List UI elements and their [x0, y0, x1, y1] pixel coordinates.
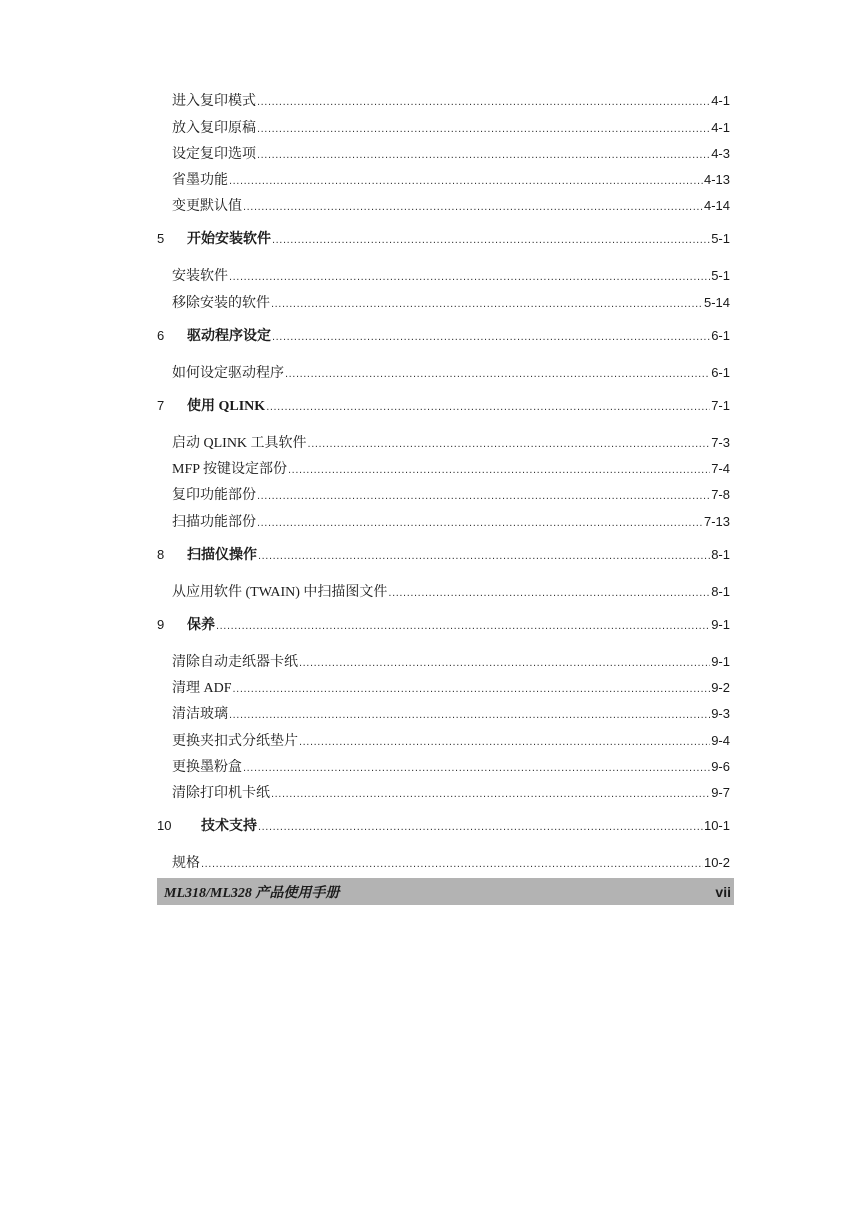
toc-entry-title: 开始安装软件	[187, 232, 271, 248]
table-of-contents	[157, 88, 734, 876]
toc-page-number: 7-8	[711, 487, 730, 503]
toc-page-number: 8-1	[711, 583, 730, 599]
toc-entry-title: 从应用软件 (TWAIN) 中扫描图文件	[172, 584, 388, 600]
toc-dot-leader	[257, 123, 710, 135]
toc-entry-title: 进入复印模式	[172, 94, 256, 110]
toc-chapter-entry[interactable]	[157, 386, 734, 421]
toc-chapter-entry[interactable]	[157, 219, 734, 254]
toc-dot-leader	[258, 550, 710, 562]
toc-entry-title: 更换墨粉盒	[172, 759, 242, 775]
toc-entry-title: 规格	[172, 856, 200, 872]
toc-dot-leader	[257, 96, 710, 108]
toc-entry-title: 安装软件	[172, 269, 228, 285]
toc-page-number: 9-3	[711, 706, 730, 722]
toc-dot-leader	[271, 788, 710, 800]
toc-section-entry[interactable]	[157, 193, 734, 219]
footer-page-number: vii	[715, 883, 731, 900]
toc-entry-title: 技术支持	[201, 819, 257, 835]
toc-entry-title: 省墨功能	[172, 173, 228, 189]
toc-page-number: 7-4	[711, 461, 730, 477]
toc-section-entry[interactable]	[157, 254, 734, 289]
page-footer	[157, 878, 734, 905]
toc-page-number: 9-2	[711, 679, 730, 695]
toc-page-number: 6-1	[711, 364, 730, 380]
toc-entry-title: 驱动程序设定	[187, 328, 271, 344]
toc-page-number: 7-1	[711, 397, 730, 413]
toc-section-entry[interactable]	[157, 701, 734, 727]
toc-page-number: 5-1	[711, 268, 730, 284]
toc-entry-title: MFP 按键设定部份	[172, 462, 288, 478]
toc-page-number: 4-14	[703, 198, 730, 214]
toc-dot-leader	[243, 201, 703, 213]
toc-section-entry[interactable]	[157, 351, 734, 386]
toc-section-entry[interactable]	[157, 88, 734, 114]
toc-dot-leader	[388, 587, 710, 599]
toc-page-number: 10-2	[703, 855, 730, 871]
toc-dot-leader	[271, 298, 703, 310]
toc-section-entry[interactable]	[157, 421, 734, 456]
toc-dot-leader	[257, 517, 703, 529]
toc-dot-leader	[229, 709, 710, 721]
toc-entry-title: 启动 QLINK 工具软件	[172, 435, 307, 451]
toc-section-entry[interactable]	[157, 482, 734, 508]
toc-entry-title: 保养	[187, 617, 215, 633]
toc-chapter-entry[interactable]	[157, 535, 734, 570]
toc-dot-leader	[266, 401, 710, 413]
toc-page-number: 8-1	[711, 546, 730, 562]
toc-page-number: 7-13	[703, 513, 730, 529]
toc-section-entry[interactable]	[157, 456, 734, 482]
toc-dot-leader	[258, 821, 703, 833]
toc-page-number: 7-3	[711, 434, 730, 450]
toc-dot-leader	[216, 620, 710, 632]
toc-section-entry[interactable]	[157, 570, 734, 605]
toc-section-entry[interactable]	[157, 289, 734, 315]
toc-page-number: 4-3	[711, 145, 730, 161]
toc-dot-leader	[299, 736, 710, 748]
toc-chapter-number: 6	[157, 327, 165, 343]
toc-dot-leader	[201, 858, 703, 870]
toc-page-number: 9-1	[711, 616, 730, 632]
toc-chapter-entry[interactable]	[157, 316, 734, 351]
toc-dot-leader	[308, 438, 711, 450]
toc-chapter-number: 9	[157, 616, 165, 632]
toc-dot-leader	[285, 368, 710, 380]
toc-section-entry[interactable]	[157, 841, 734, 876]
toc-entry-title: 扫描仪操作	[187, 547, 257, 563]
toc-entry-title: 放入复印原稿	[172, 120, 256, 136]
toc-entry-title: 清除自动走纸器卡纸	[172, 654, 298, 670]
toc-chapter-number: 10	[157, 818, 172, 834]
toc-entry-title: 清理 ADF	[172, 680, 232, 696]
toc-dot-leader	[257, 149, 710, 161]
toc-page-number: 9-6	[711, 758, 730, 774]
toc-chapter-number: 5	[157, 231, 165, 247]
toc-chapter-entry[interactable]	[157, 806, 734, 841]
toc-section-entry[interactable]	[157, 754, 734, 780]
toc-dot-leader	[272, 234, 710, 246]
toc-chapter-number: 8	[157, 546, 165, 562]
toc-entry-title: 清洁玻璃	[172, 707, 228, 723]
toc-dot-leader	[288, 464, 710, 476]
toc-dot-leader	[272, 331, 710, 343]
toc-section-entry[interactable]	[157, 780, 734, 806]
toc-entry-title: 扫描功能部份	[172, 514, 256, 530]
toc-page-number: 5-1	[711, 231, 730, 247]
toc-dot-leader	[243, 762, 710, 774]
toc-page-number: 4-1	[711, 93, 730, 109]
toc-section-entry[interactable]	[157, 727, 734, 753]
toc-dot-leader	[257, 490, 710, 502]
toc-page-number: 9-7	[711, 785, 730, 801]
toc-entry-title: 移除安装的软件	[172, 295, 270, 311]
toc-page-number: 6-1	[711, 327, 730, 343]
toc-dot-leader	[229, 175, 703, 187]
toc-dot-leader	[233, 683, 711, 695]
toc-dot-leader	[229, 271, 710, 283]
toc-page-number: 4-1	[711, 119, 730, 135]
toc-chapter-number: 7	[157, 397, 165, 413]
toc-page-number: 10-1	[703, 818, 730, 834]
toc-section-entry[interactable]	[157, 640, 734, 675]
toc-page-number: 9-1	[711, 653, 730, 669]
toc-section-entry[interactable]	[157, 508, 734, 534]
toc-entry-title: 变更默认值	[172, 199, 242, 215]
toc-entry-title: 复印功能部份	[172, 488, 256, 504]
toc-page-number: 9-4	[711, 732, 730, 748]
footer-manual-title: ML318/ML328 产品使用手册	[164, 885, 340, 901]
toc-page-number: 4-13	[703, 172, 730, 188]
toc-entry-title: 更换夹扣式分纸垫片	[172, 733, 298, 749]
toc-dot-leader	[299, 657, 710, 669]
toc-entry-title: 如何设定驱动程序	[172, 365, 284, 381]
toc-entry-title: 使用 QLINK	[187, 398, 266, 414]
toc-section-entry[interactable]	[157, 167, 734, 193]
toc-chapter-entry[interactable]	[157, 605, 734, 640]
toc-page-number: 5-14	[703, 294, 730, 310]
toc-section-entry[interactable]	[157, 675, 734, 701]
toc-section-entry[interactable]	[157, 114, 734, 140]
toc-section-entry[interactable]	[157, 141, 734, 167]
toc-entry-title: 设定复印选项	[172, 146, 256, 162]
toc-entry-title: 清除打印机卡纸	[172, 786, 270, 802]
